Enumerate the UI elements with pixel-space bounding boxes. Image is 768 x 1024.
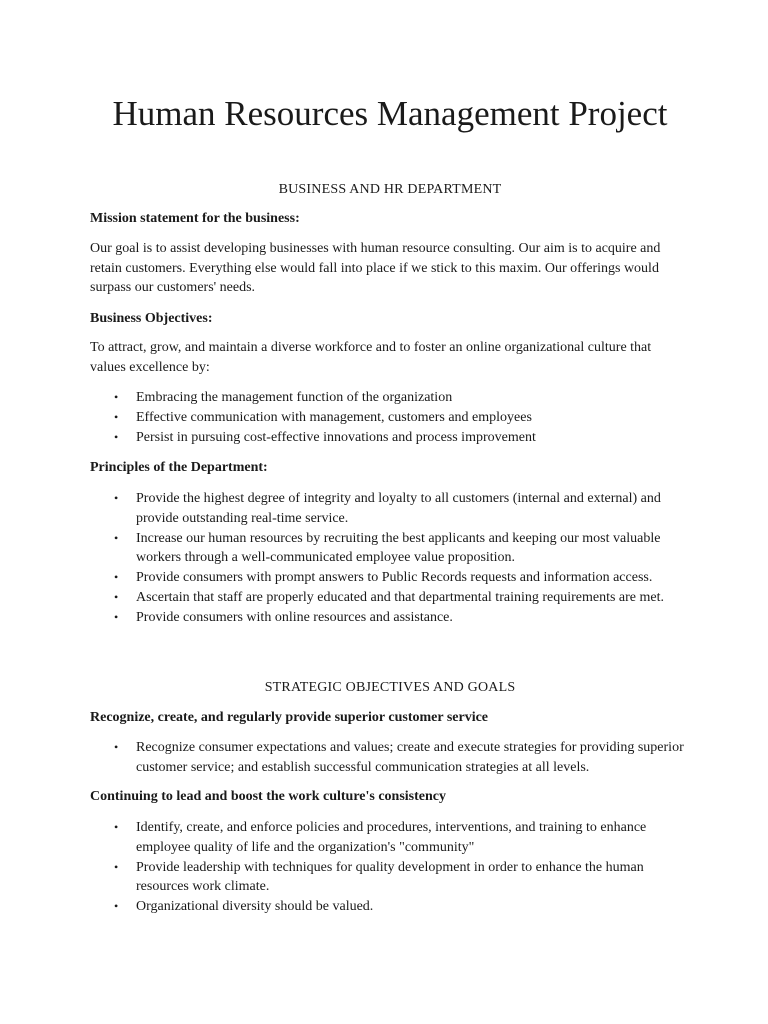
list-item: • Recognize consumer expectations and values; create and execute strategies for providing superior customer service; and establish successful communication strategies at all levels. xyxy=(114,740,684,775)
bullet-icon: • xyxy=(114,390,119,404)
service-list xyxy=(90,738,690,778)
list-item: • Ascertain that staff are properly educated and that departmental training requirements are met. xyxy=(90,588,690,608)
bullet-icon: • xyxy=(114,530,119,545)
list-item: • Embracing the management function of the organization xyxy=(90,388,690,408)
list-item: • Provide leadership with techniques for quality development in order to enhance the human resources work climate. xyxy=(114,859,644,894)
list-item: • Provide consumers with prompt answers to Public Records requests and information access. xyxy=(90,568,690,588)
bullet-icon: • xyxy=(114,410,119,424)
bullet-icon: • xyxy=(114,820,119,834)
service-label: Recognize, create, and regularly provide superior customer service xyxy=(90,710,489,725)
list-item: • Effective communication with management, customers and employees xyxy=(90,408,690,428)
bullet-icon: • xyxy=(114,590,119,604)
bullet-icon: • xyxy=(114,899,119,913)
list-item: • Identify, create, and enforce policies and procedures, interventions, and training to enhance employee quality of life and the organization's "community" xyxy=(114,820,647,855)
list-item: • Provide consumers with online resources and assistance. xyxy=(90,608,690,628)
list-item: • Persist in pursuing cost-effective innovations and process improvement xyxy=(90,428,690,448)
mission-text: Our goal is to assist developing businesses with human resource consulting. Our aim is to acquire and retain customers. Everything else would fall into place if we stick to this maxim. Our offerings would surpass our customers' needs. xyxy=(90,241,661,295)
culture-label: Continuing to lead and boost the work culture's consistency xyxy=(90,789,447,804)
bullet-icon: • xyxy=(114,740,119,754)
principles-label: Principles of the Department: xyxy=(90,460,268,475)
objectives-list xyxy=(90,388,690,448)
section-heading-strategic: STRATEGIC OBJECTIVES AND GOALS xyxy=(264,680,516,695)
bullet-icon: • xyxy=(114,859,119,874)
culture-list xyxy=(90,818,690,917)
bullet-icon: • xyxy=(114,610,119,624)
section-heading-business-hr: BUSINESS AND HR DEPARTMENT xyxy=(278,182,502,197)
document-title: Human Resources Management Project xyxy=(112,94,668,133)
objectives-text: To attract, grow, and maintain a diverse workforce and to foster an online organizational culture that values excellence by: xyxy=(90,340,652,375)
bullet-icon: • xyxy=(114,570,119,584)
list-item: • Organizational diversity should be valued. xyxy=(90,897,690,917)
list-item: • Provide the highest degree of integrity and loyalty to all customers (internal and external) and provide outstanding real-time service. xyxy=(114,491,661,526)
bullet-icon: • xyxy=(114,491,119,505)
objectives-label: Business Objectives: xyxy=(90,311,213,326)
principles-list xyxy=(90,489,690,628)
bullet-icon: • xyxy=(114,430,119,444)
mission-label: Mission statement for the business: xyxy=(90,211,300,226)
list-item: • Increase our human resources by recruiting the best applicants and keeping our most valuable workers through a well-communicated employee value proposition. xyxy=(114,530,661,565)
